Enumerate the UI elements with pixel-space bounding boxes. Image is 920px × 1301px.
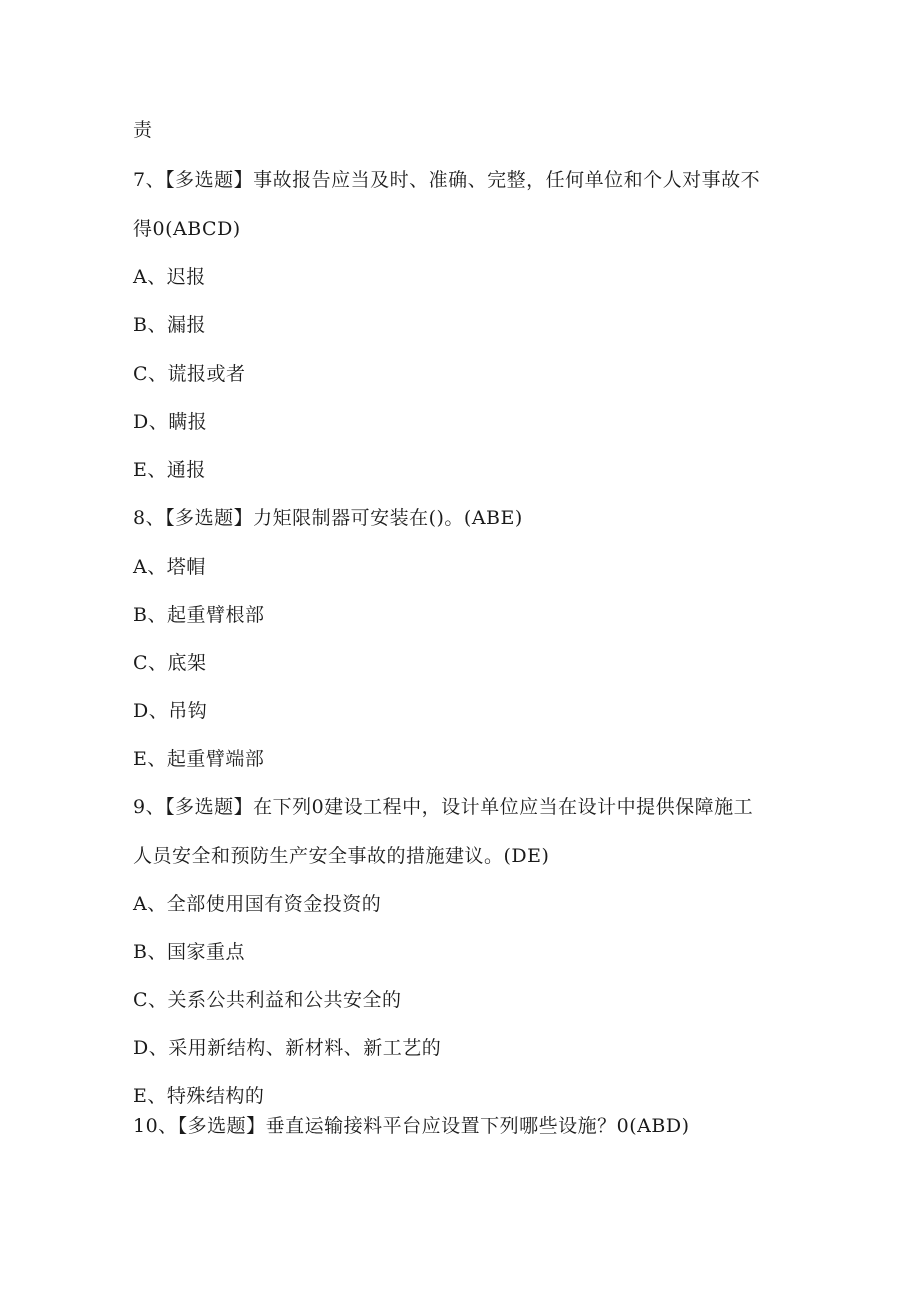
question-9-option-e: E、特殊结构的	[133, 1085, 265, 1107]
question-9-option-c: C、关系公共利益和公共安全的	[133, 989, 402, 1011]
question-8-stem: 8、【多选题】力矩限制器可安装在()。(ABE)	[133, 507, 523, 529]
question-8-option-e: E、起重臂端部	[133, 748, 265, 770]
question-10-stem: 10、【多选题】垂直运输接料平台应设置下列哪些设施？0(ABD)	[133, 1115, 690, 1137]
question-9-stem: 9、【多选题】在下列0建设工程中，设计单位应当在设计中提供保障施工	[133, 796, 754, 818]
question-9-option-a: A、全部使用国有资金投资的	[133, 893, 382, 915]
question-7-stem-continued: 得0(ABCD)	[133, 218, 241, 240]
question-7-option-c: C、谎报或者	[133, 363, 246, 385]
question-9-stem-continued: 人员安全和预防生产安全事故的措施建议。(DE)	[133, 845, 550, 867]
question-8-option-d: D、吊钩	[133, 700, 208, 722]
question-9-option-b: B、国家重点	[133, 941, 245, 963]
question-8-option-c: C、底架	[133, 652, 207, 674]
question-8-option-b: B、起重臂根部	[133, 604, 265, 626]
question-7-stem: 7、【多选题】事故报告应当及时、准确、完整，任何单位和个人对事故不	[133, 169, 761, 191]
question-8-option-a: A、塔帽	[133, 556, 206, 578]
question-7-option-d: D、瞒报	[133, 411, 208, 433]
question-7-option-b: B、漏报	[133, 314, 206, 336]
question-9-option-d: D、采用新结构、新材料、新工艺的	[133, 1037, 442, 1059]
question-7-option-a: A、迟报	[133, 266, 206, 288]
text-line-continuation: 责	[133, 119, 153, 141]
question-7-option-e: E、通报	[133, 459, 206, 481]
